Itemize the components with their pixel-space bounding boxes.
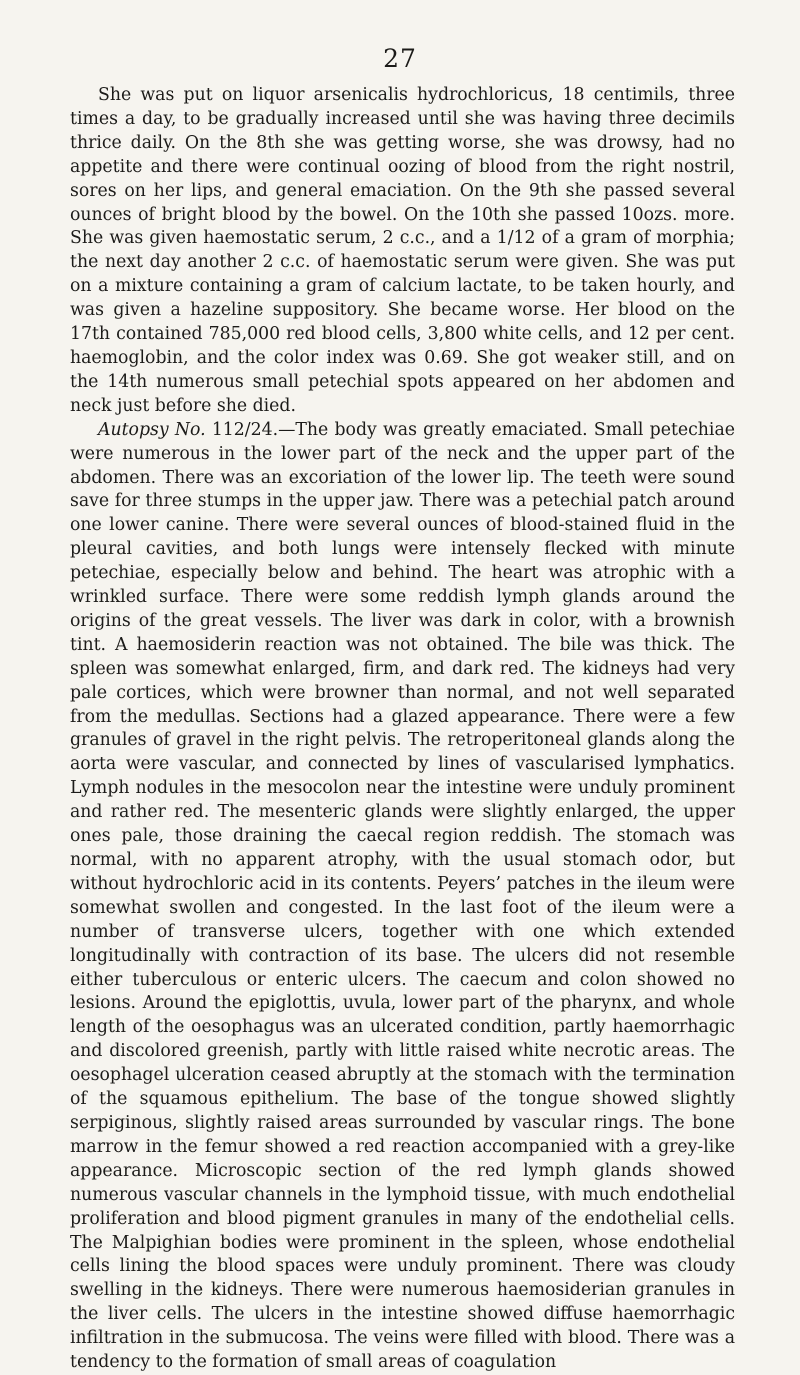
page-number: 27 (383, 44, 417, 73)
paragraph-autopsy (70, 419, 735, 1375)
paragraph-treatment: She was put on liquor arsenicalis hydrochloricus, 18 centimils, three times a day, to be gradually increased until she was having three decimils thrice daily. On the 8th she was getting worse, she was drowsy, had no appetite and there were continual oozing of blood from the right nostril, sores on her lips, and general emaciation. On the 9th she passed several ounces of bright blood by the bowel. On the 10th she passed 10ozs. more. She was given haemostatic serum, 2 c.c., and a 1/12 of a gram of morphia; the next day another 2 c.c. of haemostatic serum were given. She was put on a mixture containing a gram of calcium lactate, to be taken hourly, and was given a hazeline suppository. She became worse. Her blood on the 17th contained 785,000 red blood cells, 3,800 white cells, and 12 per cent. haemoglobin, and the color index was 0.69. She got weaker still, and on the 14th numerous small petechial spots appeared on her abdomen and neck just before she died. (70, 85, 735, 416)
autopsy-text: 112/24.—The body was greatly emaciated. Small petechiae were numerous in the lower part of the neck and the upper part of the abdomen. There was an excoriation of the lower lip. The teeth were sound save for three stumps in the upper jaw. There was a petechial patch around one lower canine. There were several ounces of blood-stained fluid in the pleural cavities, and both lungs were intensely flecked with minute petechiae, especially below and behind. The heart was atrophic with a wrinkled surface. There were some reddish lymph glands around the origins of the great vessels. The liver was dark in color, with a brownish tint. A haemosiderin reaction was not obtained. The bile was thick. The spleen was somewhat enlarged, firm, and dark red. The kidneys had very pale cortices, which were browner than normal, and not well separated from the medullas. Sections had a glazed appearance. There were a few granules of gravel in the right pelvis. The retroperitoneal glands along the aorta were vascular, and connected by lines of vascularised lymphatics. Lymph nodules in the mesocolon near the intestine were unduly prominent and rather red. The mesenteric glands were slightly enlarged, the upper ones pale, those draining the caecal region reddish. The stomach was normal, with no apparent atrophy, with the usual stomach odor, but without hydrochloric acid in its contents. Peyers’ patches in the ileum were somewhat swollen and congested. In the last foot of the ileum were a number of transverse ulcers, together with one which extended longitudinally with contraction of its base. The ulcers did not resemble either tuberculous or enteric ulcers. The caecum and colon showed no lesions. Around the epiglottis, uvula, lower part of the pharynx, and whole length of the oesophagus was an ulcerated condition, partly haemorrhagic and discolored greenish, partly with little raised white necrotic areas. The oesophagel ulceration ceased abruptly at the stomach with the termination of the squamous epithelium. The base of the tongue showed slightly serpiginous, slightly raised areas surrounded by vascular rings. The bone marrow in the femur showed a red reaction accompanied with a grey-like appearance. Microscopic section of the red lymph glands showed numerous vascular channels in the lymphoid tissue, with much endothelial proliferation and blood pigment granules in many of the endothelial cells. The Malpighian bodies were prominent in the spleen, whose endothelial cells lining the blood spaces were unduly prominent. There was cloudy swelling in the kidneys. There were numerous haemosiderian granules in the liver cells. The ulcers in the intestine showed diffuse haemorrhagic infiltration in the submucosa. The veins were filled with blood. There was a tendency to the formation of small areas of coagulation (70, 419, 735, 1373)
autopsy-heading: Autopsy No. (98, 419, 206, 440)
body-text (70, 84, 735, 1375)
